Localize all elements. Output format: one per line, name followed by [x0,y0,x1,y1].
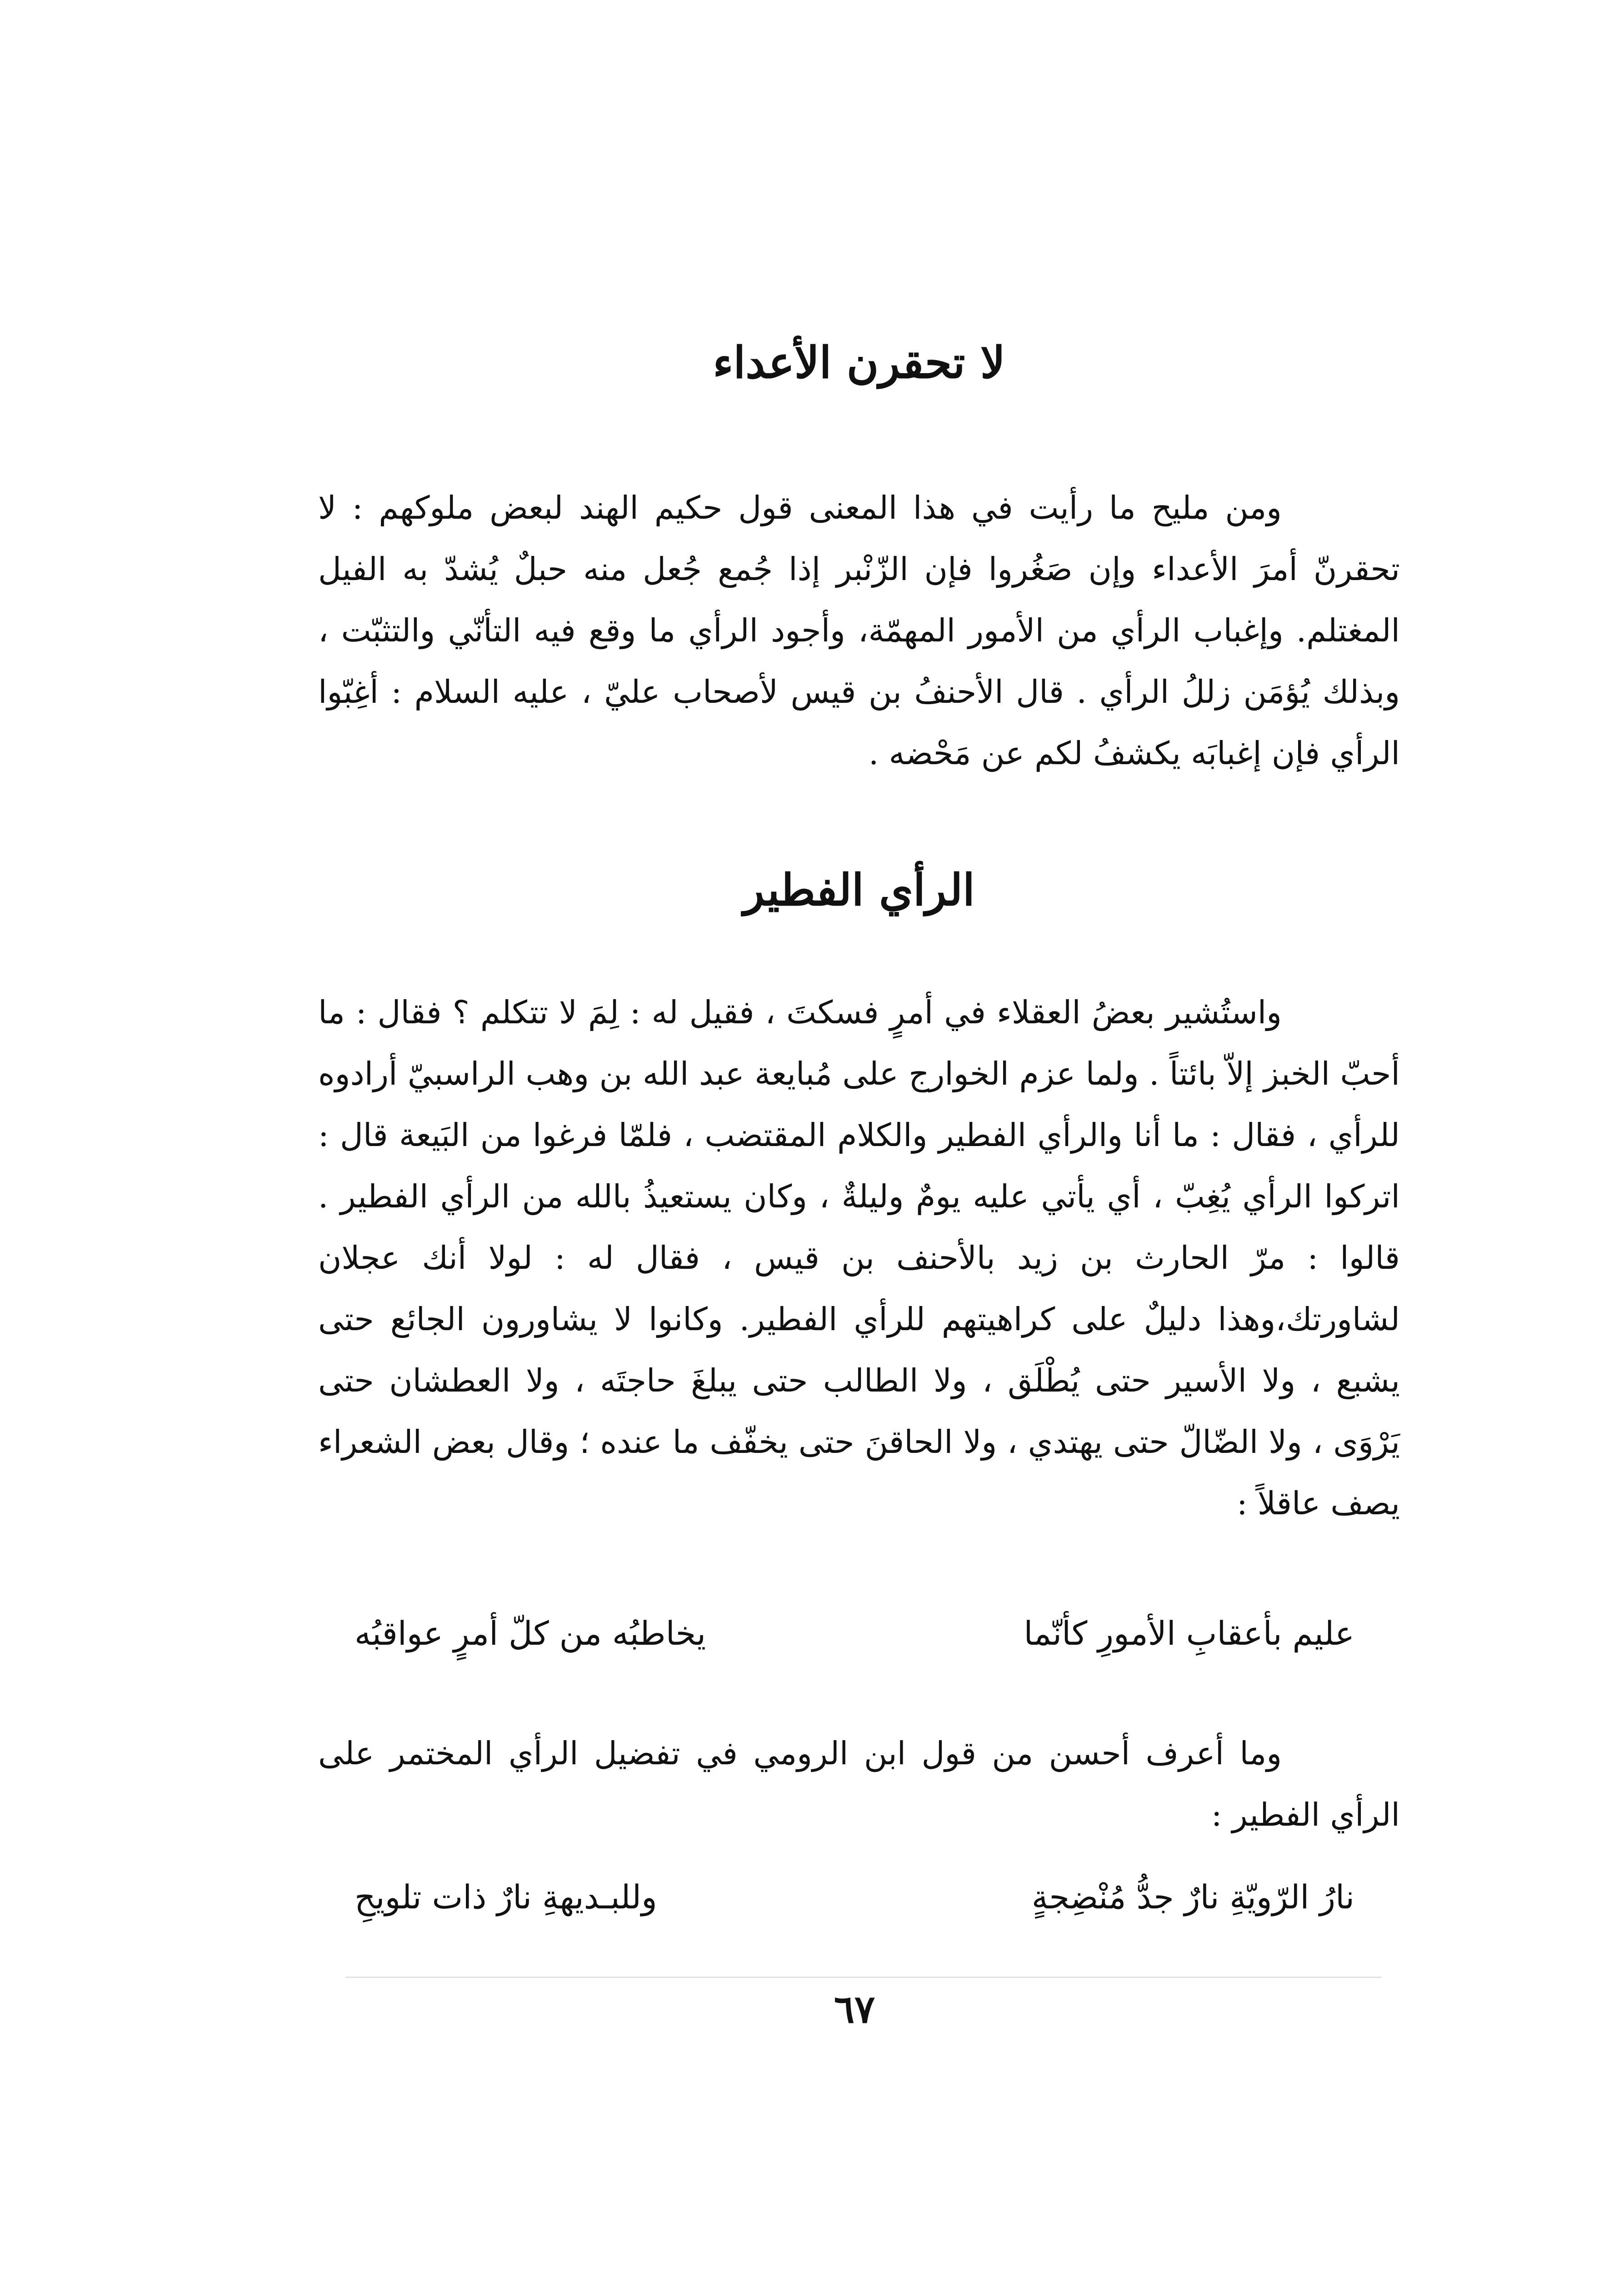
section-title-hasty-opinion: الرأي الفطير [743,864,975,916]
section-title-dont-belittle-enemies: لا تحقرن الأعداء [713,337,1005,388]
poem-verse-1 [355,1614,1354,1653]
section2-paragraph-2: وما أعرف أحسن من قول ابن الرومي في تفضيل الرأي المختمر على الرأي الفطير : [318,1735,1400,1833]
verse1-second-hemistich: يخاطبُه من كلّ أمرٍ عواقبُه [355,1614,706,1652]
section2-paragraph: واستُشير بعضُ العقلاء في أمرٍ فسكتَ ، فقيل له : لِمَ لا تتكلم ؟ فقال : ما أحبّ الخبز إلاّ بائتاً . ولما عزم الخوارج على مُبايعة عبد الله بن وهب الراسبيّ أرادوه للرأي ، فقال : ما أنا والرأي الفطير والكلام المقتضب ، فلمّا فرغوا من البَيعة قال : اتركوا الرأي يُغِبّ ، أي يأتي عليه يومٌ وليلةٌ ، وكان يستعيذُ بالله من الرأي الفطير . قالوا : مرّ الحارث بن زيد بالأحنف بن قيس ، فقال له : لولا أنك عجلان لشاورتك،وهذا دليلٌ على كراهيتهم للرأي الفطير. وكانوا لا يشاورون الجائع حتى يشبع ، ولا الأسير حتى يُطْلَق ، ولا الطالب حتى يبلغَ حاجتَه ، ولا العطشان حتى يَرْوَى ، ولا الضّالّ حتى يهتدي ، ولا الحاقنَ حتى يخفّف ما عنده ؛ وقال بعض الشعراء يصف عاقلاً : [318,994,1400,1522]
section1-paragraph: ومن مليح ما رأيت في هذا المعنى قول حكيم الهند لبعض ملوكهم : لا تحقرنّ أمرَ الأعداء وإن صَغُروا فإن الزّنْبر إذا جُمع جُعل منه حبلٌ يُشدّ به الفيل المغتلم. وإغباب الرأي من الأمور المهمّة، وأجود الرأي ما وقع فيه التأنّي والتثبّت ، وبذلك يُؤمَن زللُ الرأي . قال الأحنفُ بن قيس لأصحاب عليّ ، عليه السلام : أغِبّوا الرأي فإن إغبابَه يكشفُ لكم عن مَحْضه . [318,489,1400,772]
poem-verse-2 [355,1877,1354,1917]
verse2-first-hemistich: نارُ الرّويّةِ نارٌ جدُّ مُنْضِجةٍ [1031,1878,1354,1916]
verse1-first-hemistich: عليم بأعقابِ الأمورِ كأنّما [1024,1614,1354,1652]
page-number: ٦٧ [834,1987,875,2032]
verse2-second-hemistich: وللبـديهةِ نارٌ ذات تلويحِ [355,1878,657,1916]
footer-divider [345,1977,1382,1978]
